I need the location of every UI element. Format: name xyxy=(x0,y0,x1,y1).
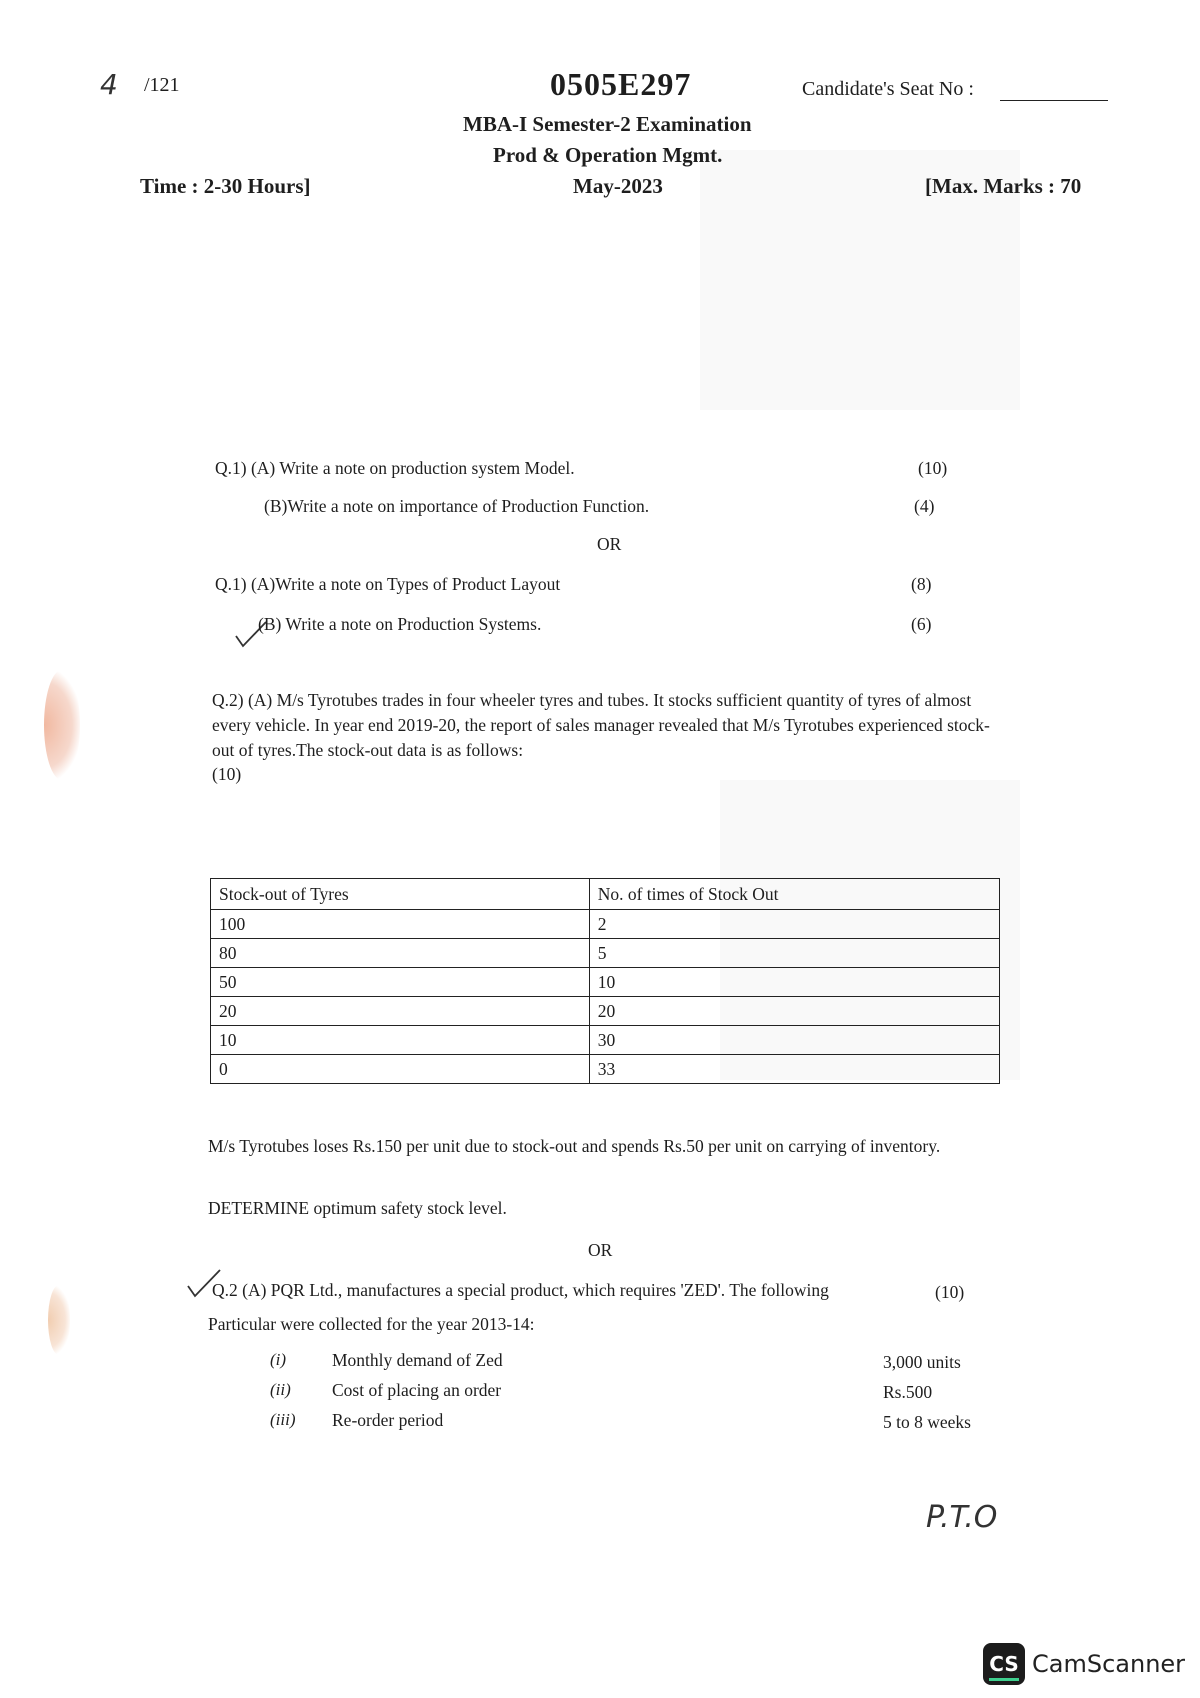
left-edge-stain-2 xyxy=(48,1285,70,1355)
table-row xyxy=(211,1026,1000,1055)
table-header-stock-out: Stock-out of Tyres xyxy=(211,879,590,910)
exam-session: May-2023 xyxy=(573,174,663,198)
camscanner-name: CamScanner xyxy=(1032,1650,1186,1678)
q2-determine: DETERMINE optimum safety stock level. xyxy=(208,1198,507,1218)
paper-code: 0505E297 xyxy=(550,66,692,102)
left-edge-stain xyxy=(44,670,80,780)
page-ref: /121 xyxy=(144,74,180,96)
q1-or: OR xyxy=(597,534,622,554)
table-row xyxy=(211,1055,1000,1084)
subject: Prod & Operation Mgmt. xyxy=(493,143,723,167)
table-cell: 100 xyxy=(211,910,590,939)
item-3-value: 5 to 8 weeks xyxy=(883,1412,971,1432)
time-allowed: Time : 2-30 Hours] xyxy=(140,174,311,198)
q1-a-marks: (10) xyxy=(918,458,948,478)
seat-number-line xyxy=(1000,100,1108,101)
q1-alt-b-text: (B) Write a note on Production Systems. xyxy=(258,614,542,634)
table-cell: 2 xyxy=(589,910,999,939)
table-row xyxy=(211,997,1000,1026)
table-cell: 20 xyxy=(589,997,999,1026)
table-row xyxy=(211,968,1000,997)
table-cell: 30 xyxy=(589,1026,999,1055)
item-2-label: Cost of placing an order xyxy=(332,1380,502,1400)
q2-intro: Q.2) (A) M/s Tyrotubes trades in four wheeler tyres and tubes. It stocks sufficient quantity of tyres of almost every vehicle. In year end 2019-20, the report of sales manager revealed that M/s Tyrotubes experienced stock-out of tyres.The stock-out data is as follows: xyxy=(212,690,990,760)
table-header-times: No. of times of Stock Out xyxy=(589,879,999,910)
item-2-num: (ii) xyxy=(270,1380,291,1399)
q2-marks: (10) xyxy=(212,764,242,784)
table-cell: 20 xyxy=(211,997,590,1026)
item-1-value: 3,000 units xyxy=(883,1352,961,1372)
margin-note: 4 xyxy=(100,68,118,101)
pto-note: P.T.O xyxy=(926,1500,998,1535)
item-1-label: Monthly demand of Zed xyxy=(332,1350,503,1370)
q2-or: OR xyxy=(588,1240,613,1260)
exam-title: MBA-I Semester-2 Examination xyxy=(463,112,752,136)
seat-label: Candidate's Seat No : xyxy=(802,78,974,100)
table-cell: 50 xyxy=(211,968,590,997)
q1-alt-b-marks: (6) xyxy=(911,614,932,634)
table-cell: 5 xyxy=(589,939,999,968)
table-row xyxy=(211,910,1000,939)
q2-alt-marks: (10) xyxy=(935,1282,965,1302)
camscanner-logo xyxy=(983,1643,1025,1685)
table-cell: 0 xyxy=(211,1055,590,1084)
q2-cost-text: M/s Tyrotubes loses Rs.150 per unit due to stock-out and spends Rs.50 per unit on carrying of inventory. xyxy=(208,1136,941,1156)
q1-alt-a-text: Q.1) (A)Write a note on Types of Product Layout xyxy=(215,574,561,594)
table-cell: 10 xyxy=(589,968,999,997)
q1-b-marks: (4) xyxy=(914,496,935,516)
item-3-num: (iii) xyxy=(270,1410,296,1429)
item-3-label: Re-order period xyxy=(332,1410,444,1430)
table-row xyxy=(211,939,1000,968)
table-cell: 33 xyxy=(589,1055,999,1084)
max-marks: [Max. Marks : 70 xyxy=(925,174,1082,198)
q2-alt-text2: Particular were collected for the year 2013-14: xyxy=(208,1314,535,1334)
q1-alt-a-marks: (8) xyxy=(911,574,932,594)
q1-b-text: (B)Write a note on importance of Production Function. xyxy=(264,496,650,516)
camscanner-logo-text: CS xyxy=(989,1652,1019,1676)
stock-out-table xyxy=(210,878,1000,1084)
camscanner-logo-bar xyxy=(989,1678,1019,1681)
table-cell: 10 xyxy=(211,1026,590,1055)
item-1-num: (i) xyxy=(270,1350,287,1369)
q1-a-text: Q.1) (A) Write a note on production system Model. xyxy=(215,458,575,478)
item-2-value: Rs.500 xyxy=(883,1382,933,1402)
q2-alt-text: Q.2 (A) PQR Ltd., manufactures a special product, which requires 'ZED'. The following xyxy=(212,1280,829,1300)
table-cell: 80 xyxy=(211,939,590,968)
table-header-row xyxy=(211,879,1000,910)
